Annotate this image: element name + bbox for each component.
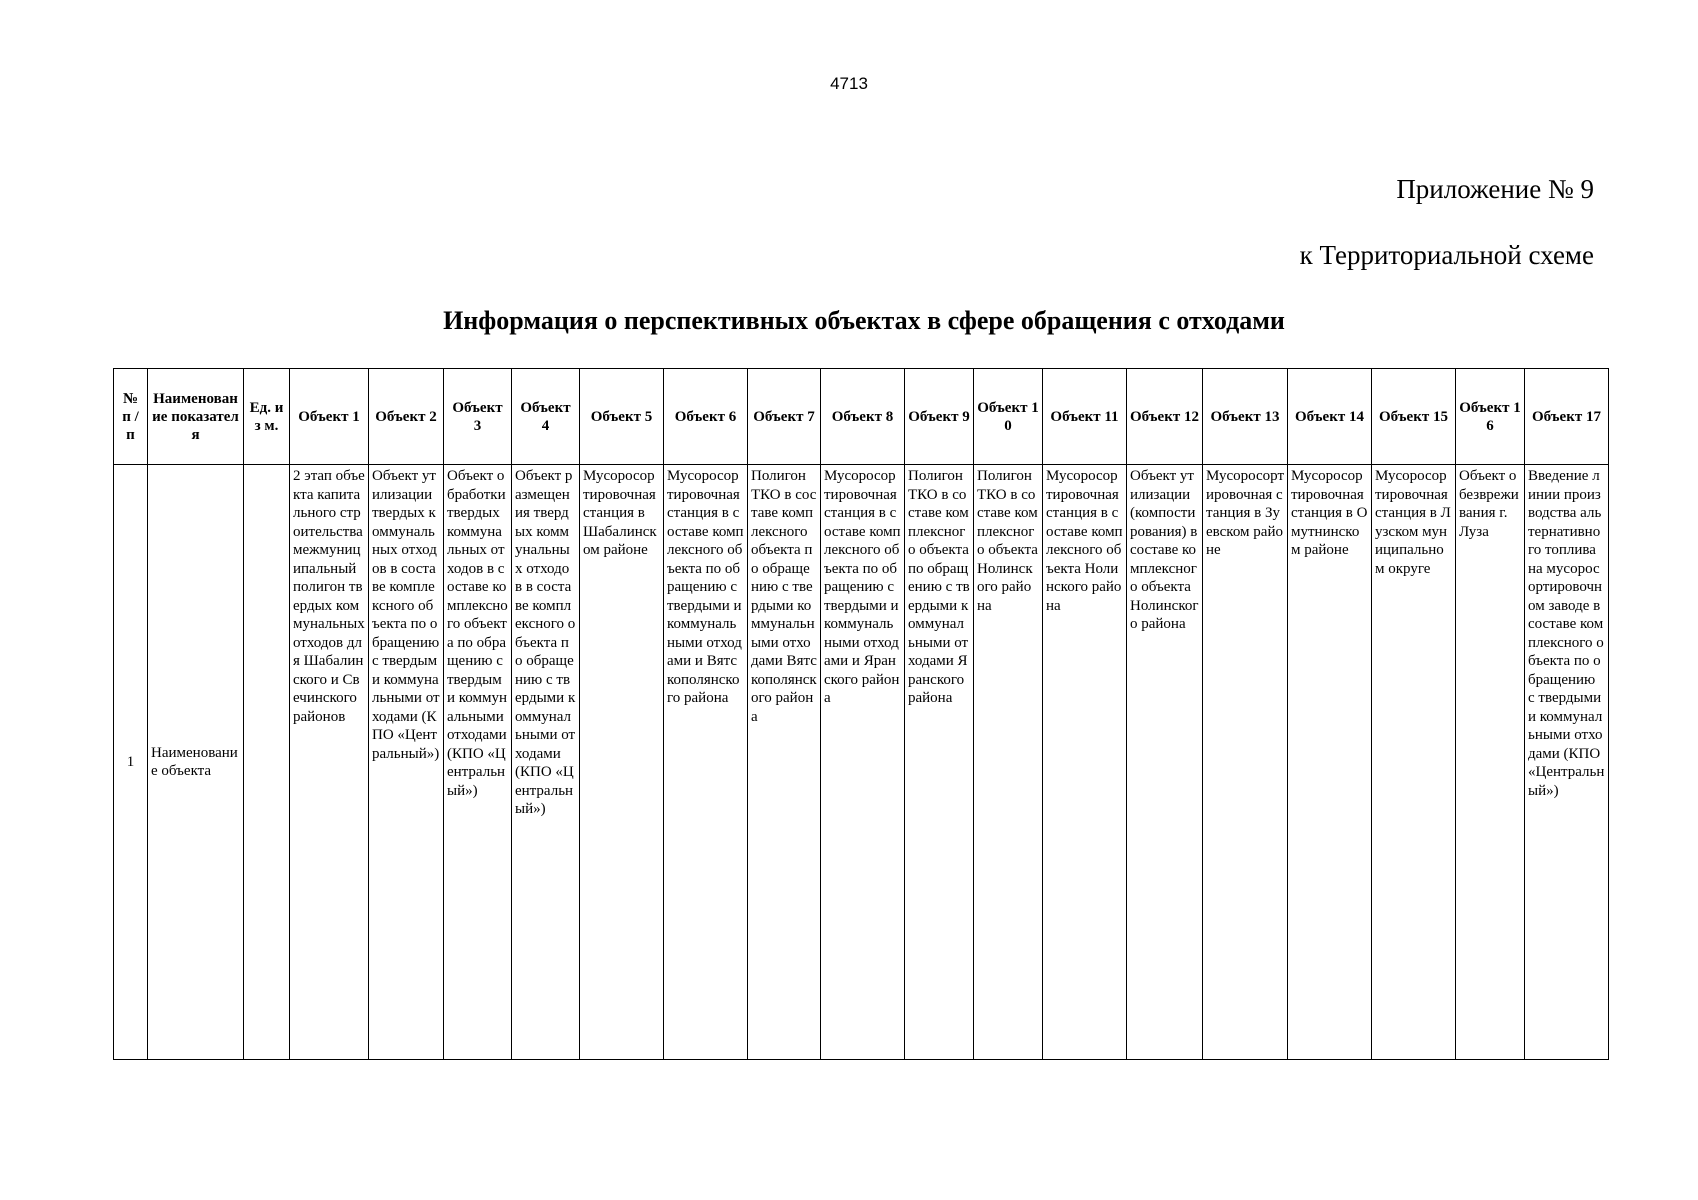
row-num: 1 bbox=[114, 465, 148, 1060]
row-object-cell: Мусоросортировочная станция в составе комплексного объекта по обращению с твердыми и коммунальными отходами и Яранского района bbox=[821, 465, 905, 1060]
header-object: Объект 1 bbox=[290, 369, 369, 465]
table-row bbox=[114, 465, 1609, 1060]
page-number: 4713 bbox=[830, 74, 868, 93]
header-object: Объект 5 bbox=[580, 369, 664, 465]
header-object: Объект 7 bbox=[748, 369, 821, 465]
header-object: Объект 10 bbox=[974, 369, 1043, 465]
row-object-cell: 2 этап объекта капитального строительства межмуниципальный полигон твердых коммунальных отходов для Шабалинского и Свечинского районов bbox=[290, 465, 369, 1060]
row-indicator: Наименование объекта bbox=[148, 465, 244, 1060]
appendix-label: Приложение № 9 bbox=[1396, 174, 1594, 204]
row-object-cell: Полигон ТКО в составе комплексного объекта Нолинского района bbox=[974, 465, 1043, 1060]
header-object: Объект 17 bbox=[1525, 369, 1609, 465]
row-object-cell: Объект обезвреживания г. Луза bbox=[1456, 465, 1525, 1060]
header-object: Объект 8 bbox=[821, 369, 905, 465]
header-object: Объект 9 bbox=[905, 369, 974, 465]
row-object-cell: Объект утилизации (компостирования) в составе комплексного объекта Нолинского района bbox=[1127, 465, 1203, 1060]
table-header-row bbox=[114, 369, 1609, 465]
row-object-cell: Мусоросортировочная станция в Омутнинском районе bbox=[1288, 465, 1372, 1060]
header-object: Объект 3 bbox=[444, 369, 512, 465]
header-object: Объект 13 bbox=[1203, 369, 1288, 465]
header-object: Объект 12 bbox=[1127, 369, 1203, 465]
document-title: Информация о перспективных объектах в сфере обращения с отходами bbox=[443, 306, 1285, 335]
row-object-cell: Полигон ТКО в составе комплексного объекта по обращению с твердыми коммунальными отходами Яранского района bbox=[905, 465, 974, 1060]
header-object: Объект 16 bbox=[1456, 369, 1525, 465]
header-object: Объект 14 bbox=[1288, 369, 1372, 465]
row-object-cell: Мусоросортировочная станция в Лузском муниципальном округе bbox=[1372, 465, 1456, 1060]
appendix-subtitle: к Территориальной схеме bbox=[1299, 240, 1594, 270]
row-object-cell: Мусоросортировочная станция в составе комплексного объекта по обращению с твердыми и коммунальными отходами и Вятскополянского района bbox=[664, 465, 748, 1060]
header-object: Объект 4 bbox=[512, 369, 580, 465]
row-object-cell: Мусоросортировочная станция в Шабалинском районе bbox=[580, 465, 664, 1060]
row-object-cell: Полигон ТКО в составе комплексного объекта по обращению с твердыми коммунальными отходами Вятскополянского района bbox=[748, 465, 821, 1060]
row-object-cell: Объект утилизации твердых коммунальных отходов в составе комплексного объекта по обращению с твердыми коммунальными отходами (КПО «Центральный») bbox=[369, 465, 444, 1060]
header-object: Объект 15 bbox=[1372, 369, 1456, 465]
header-unit: Ед. из м. bbox=[244, 369, 290, 465]
header-object: Объект 2 bbox=[369, 369, 444, 465]
header-object: Объект 11 bbox=[1043, 369, 1127, 465]
row-object-cell: Объект размещения твердых коммунальных отходов в составе комплексного объекта по обращению с твердыми коммунальными отходами (КПО «Центральный») bbox=[512, 465, 580, 1060]
row-object-cell: Введение линии производства альтернативного топлива на мусоросортировочном заводе в составе комплексного объекта по обращению с твердыми и коммунальными отходами (КПО «Центральный») bbox=[1525, 465, 1609, 1060]
row-unit bbox=[244, 465, 290, 1060]
header-indicator: Наименование показателя bbox=[148, 369, 244, 465]
row-object-cell: Объект обработки твердых коммунальных отходов в составе комплексного объекта по обращению с твердыми коммунальными отходами (КПО «Центральный») bbox=[444, 465, 512, 1060]
row-object-cell: Мусоросортировочная станция в составе комплексного объекта Нолинского района bbox=[1043, 465, 1127, 1060]
row-object-cell: Мусоросортировочная станция в Зуевском районе bbox=[1203, 465, 1288, 1060]
objects-table bbox=[113, 368, 1609, 1060]
header-object: Объект 6 bbox=[664, 369, 748, 465]
header-num: № п / п bbox=[114, 369, 148, 465]
